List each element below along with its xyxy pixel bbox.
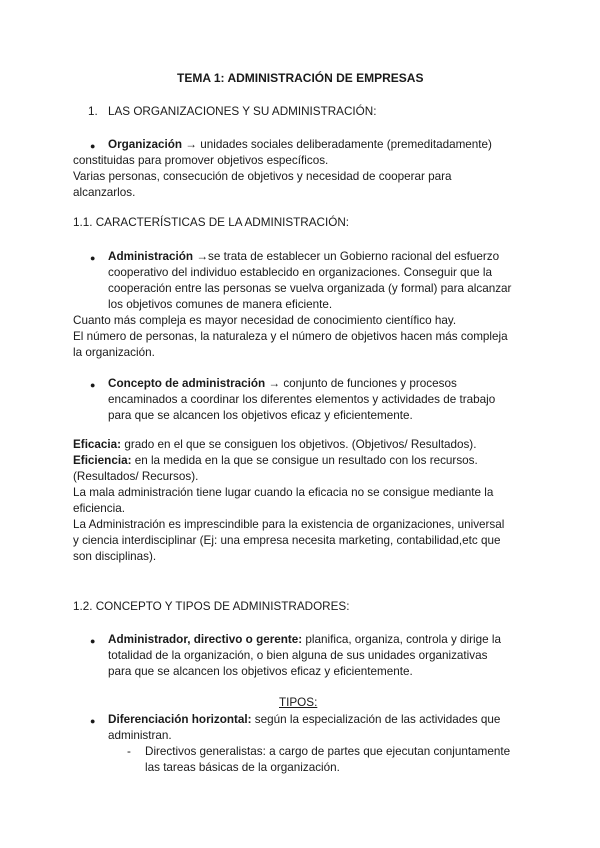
diferenciacion-line-2: administran. (108, 729, 172, 742)
eficiencia-line-2: (Resultados/ Recursos). (73, 470, 199, 483)
concepto-definition: → conjunto de funciones y procesos (265, 377, 457, 390)
eficacia-term: Eficacia: (73, 438, 122, 451)
concepto-line: para que se alcancen los objetivos eficaz y eficientemente. (108, 409, 413, 422)
bullet-icon: ● (90, 716, 96, 726)
administration-paragraph-line: La mala administración tiene lugar cuando la eficacia no se consigue mediante la (73, 486, 494, 499)
bullet-icon: ● (90, 380, 96, 390)
eficiencia-line (73, 453, 478, 469)
administracion-line: cooperativo del individuo establecido en organizaciones. Conseguir que la (108, 266, 492, 279)
generalistas-line-2: las tareas básicas de la organización. (145, 761, 340, 774)
section-1-1-heading: 1.1. CARACTERÍSTICAS DE LA ADMINISTRACIÓN: (73, 216, 350, 229)
eficiencia-definition: en la medida en la que se consigue un resultado con los recursos. (131, 454, 478, 467)
generalistas-line-1: Directivos generalistas: a cargo de partes que ejecutan conjuntamente (145, 745, 511, 758)
diferenciacion-term: Diferenciación horizontal: (108, 713, 252, 726)
bullet-icon: ● (90, 636, 96, 646)
eficiencia-term: Eficiencia: (73, 454, 132, 467)
complexity-paragraph-line: El número de personas, la naturaleza y el número de objetivos hacen más compleja (73, 330, 508, 343)
concepto-line: encaminados a coordinar los diferentes elementos y actividades de trabajo (108, 393, 496, 406)
administracion-term: Administración (108, 250, 194, 263)
section-1-paragraph-line: alcanzarlos. (73, 186, 136, 199)
administrador-definition: planifica, organiza, controla y dirige la (302, 633, 501, 646)
bullet-icon: ● (90, 253, 96, 263)
section-1-number: 1. (88, 105, 98, 118)
administrador-line: totalidad de la organización, o bien alguna de sus unidades organizativas (108, 649, 488, 662)
page-title: TEMA 1: ADMINISTRACIÓN DE EMPRESAS (177, 71, 424, 85)
bullet-icon: ● (90, 141, 96, 151)
organizacion-definition: → unidades sociales deliberadamente (premeditadamente) (182, 138, 492, 151)
section-1-heading: LAS ORGANIZACIONES Y SU ADMINISTRACIÓN: (108, 105, 377, 118)
tipos-label: TIPOS: (279, 696, 318, 709)
administrador-line-1 (108, 632, 501, 648)
complexity-paragraph-line: Cuanto más compleja es mayor necesidad de conocimiento científico hay. (73, 314, 457, 327)
administracion-line: los objetivos comunes de manera eficiente. (108, 298, 333, 311)
eficacia-line (73, 437, 476, 453)
organizacion-line-2: constituidas para promover objetivos específicos. (73, 154, 329, 167)
administration-paragraph-line: son disciplinas). (73, 550, 157, 563)
diferenciacion-line-1 (108, 712, 500, 728)
administration-paragraph-line: eficiencia. (73, 502, 125, 515)
administration-paragraph-line: La Administración es imprescindible para la existencia de organizaciones, universal (73, 518, 505, 531)
organizacion-line-1 (108, 137, 492, 153)
eficacia-definition: grado en el que se consiguen los objetivos. (Objetivos/ Resultados). (121, 438, 477, 451)
administracion-line-1 (108, 249, 499, 265)
administrador-line: para que se alcancen los objetivos eficaz y eficientemente. (108, 665, 413, 678)
concepto-line-1 (108, 376, 457, 392)
concepto-term: Concepto de administración (108, 377, 266, 390)
diferenciacion-definition: según la especialización de las actividades que (251, 713, 501, 726)
administracion-definition: →se trata de establecer un Gobierno racional del esfuerzo (193, 250, 500, 263)
administration-paragraph-line: y ciencia interdisciplinar (Ej: una empresa necesita marketing, contabilidad,etc que (73, 534, 501, 547)
complexity-paragraph-line: la organización. (73, 346, 155, 359)
administrador-term: Administrador, directivo o gerente: (108, 633, 303, 646)
section-1-2-heading: 1.2. CONCEPTO Y TIPOS DE ADMINISTRADORES: (73, 600, 350, 613)
organizacion-term: Organización (108, 138, 183, 151)
section-1-paragraph-line: Varias personas, consecución de objetivos y necesidad de cooperar para (73, 170, 452, 183)
dash-marker: - (127, 745, 131, 758)
administracion-line: cooperación entre las personas se vuelva organizada (y formal) para alcanzar (108, 282, 512, 295)
